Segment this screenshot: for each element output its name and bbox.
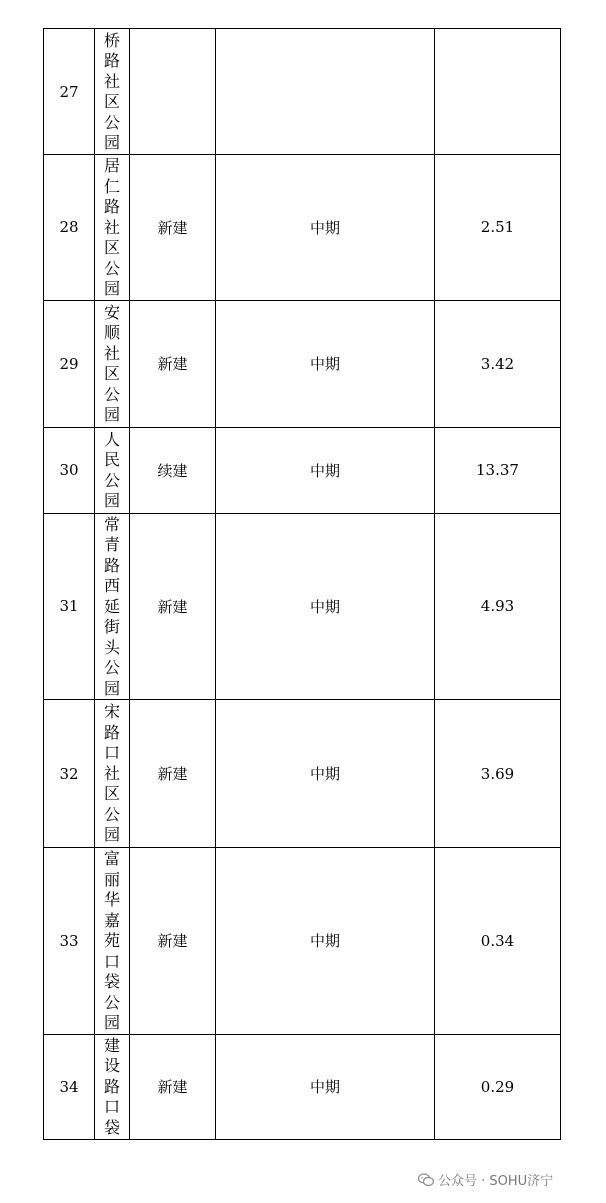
park-name	[95, 1034, 130, 1139]
area-value: 3.69	[435, 700, 561, 848]
area-value: 13.37	[435, 427, 561, 513]
row-number: 31	[44, 513, 95, 700]
construction-type	[130, 29, 216, 155]
park-name-text: 安顺社区公园	[103, 302, 120, 424]
table-row	[44, 848, 561, 1035]
area-value: 4.93	[435, 513, 561, 700]
construction-phase	[216, 29, 435, 155]
wechat-icon	[418, 1173, 434, 1187]
construction-type: 新建	[130, 300, 216, 427]
row-number: 33	[44, 848, 95, 1035]
construction-phase: 中期	[216, 427, 435, 513]
park-name-text: 桥路社区公园	[103, 30, 120, 152]
construction-phase: 中期	[216, 155, 435, 301]
area-value: 3.42	[435, 300, 561, 427]
table-row	[44, 29, 561, 155]
park-name-text: 常青路西延街头公园	[103, 514, 120, 698]
construction-phase: 中期	[216, 513, 435, 700]
park-name	[95, 155, 130, 301]
construction-type: 新建	[130, 700, 216, 848]
park-name-text: 富丽华嘉苑口袋公园	[103, 849, 120, 1032]
park-name	[95, 29, 130, 155]
construction-type: 新建	[130, 155, 216, 301]
table-row	[44, 427, 561, 513]
table-row	[44, 300, 561, 427]
park-name-text: 宋路口社区公园	[103, 702, 120, 845]
table-row	[44, 155, 561, 301]
watermark-text: 公众号 · SOHU济宁	[438, 1174, 554, 1189]
construction-type: 新建	[130, 848, 216, 1035]
table-row	[44, 513, 561, 700]
construction-phase: 中期	[216, 700, 435, 848]
park-plan-table	[43, 28, 561, 1140]
park-name-text: 人民公园	[103, 429, 120, 510]
table-row	[44, 700, 561, 848]
park-name-text: 建设路口袋	[103, 1035, 120, 1137]
park-name	[95, 848, 130, 1035]
row-number: 30	[44, 427, 95, 513]
park-name	[95, 300, 130, 427]
area-value: 0.29	[435, 1034, 561, 1139]
construction-type: 续建	[130, 427, 216, 513]
construction-phase: 中期	[216, 300, 435, 427]
table-row	[44, 1034, 561, 1139]
row-number: 27	[44, 29, 95, 155]
area-value	[435, 29, 561, 155]
construction-phase: 中期	[216, 1034, 435, 1139]
row-number: 28	[44, 155, 95, 301]
area-value: 2.51	[435, 155, 561, 301]
construction-type: 新建	[130, 1034, 216, 1139]
row-number: 32	[44, 700, 95, 848]
construction-type: 新建	[130, 513, 216, 700]
row-number: 34	[44, 1034, 95, 1139]
park-name	[95, 513, 130, 700]
park-name-text: 居仁路社区公园	[103, 156, 120, 298]
row-number: 29	[44, 300, 95, 427]
park-name	[95, 427, 130, 513]
watermark	[418, 1170, 553, 1189]
park-name	[95, 700, 130, 848]
area-value: 0.34	[435, 848, 561, 1035]
construction-phase: 中期	[216, 848, 435, 1035]
